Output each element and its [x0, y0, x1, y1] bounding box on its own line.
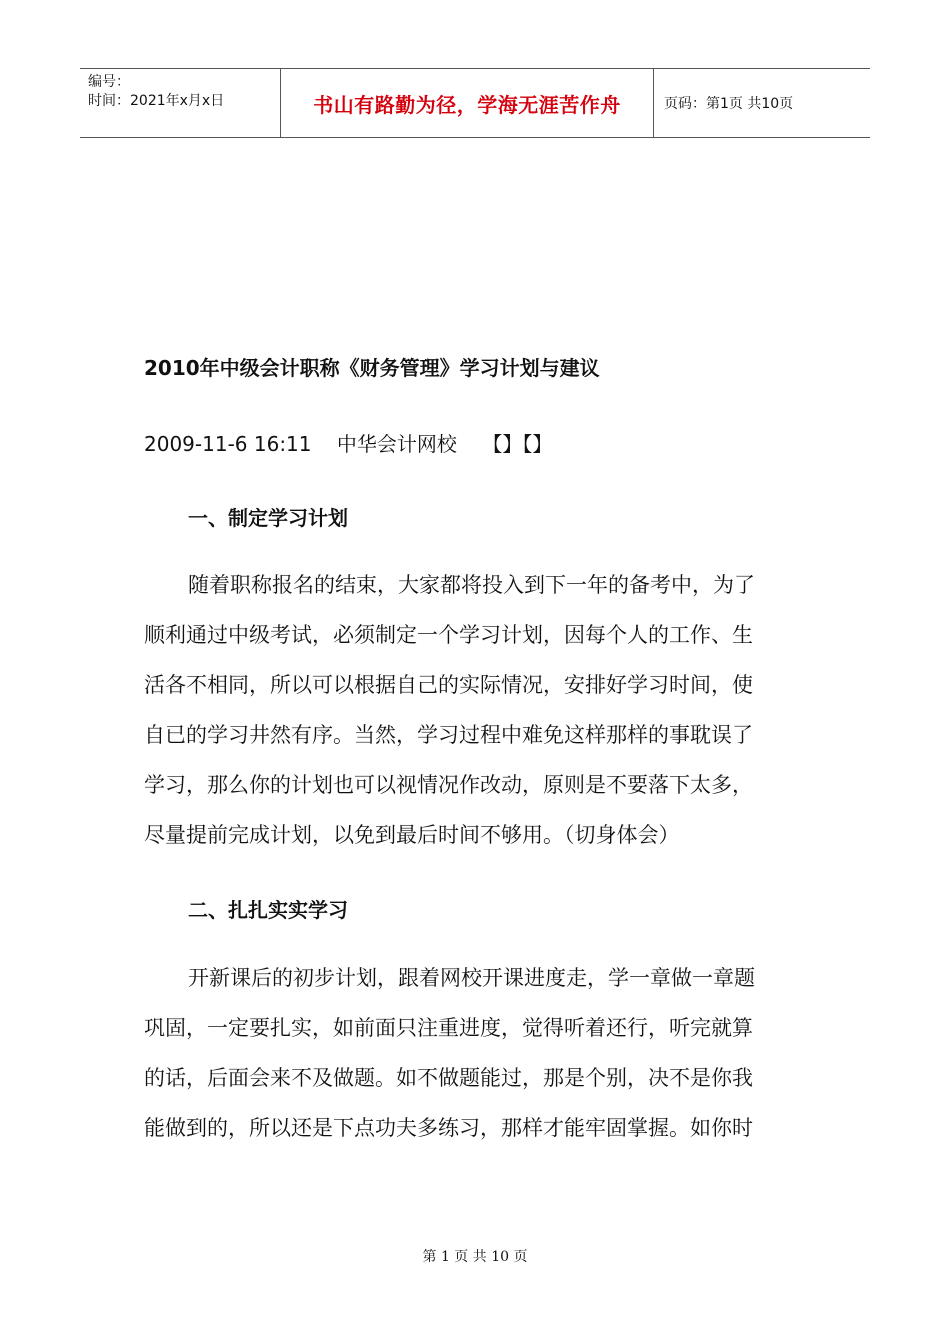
text-line: 巩固，一定要扎实，如前面只注重进度，觉得听着还行，听完就算: [144, 1016, 753, 1040]
page-footer: 第 1 页 共 10 页: [422, 1249, 528, 1265]
section-heading-plan: 一、制定学习计划: [188, 506, 348, 530]
motto-text: 书山有路勤为径，学海无涯苦作舟: [313, 92, 621, 117]
article-title: 2010年中级会计职称《财务管理》学习计划与建议: [144, 356, 600, 380]
header-page-cell: [654, 69, 870, 137]
section-body-plan: [144, 560, 810, 860]
page-info: 页码：第1页 共10页: [664, 96, 794, 112]
text-line: 活各不相同，所以可以根据自己的实际情况，安排好学习时间，使: [144, 673, 753, 697]
text-line: 自已的学习井然有序。当然，学习过程中难免这样那样的事耽误了: [144, 723, 753, 747]
number-label: 编号：: [88, 74, 130, 90]
section-heading-study: 二、扎扎实实学习: [188, 898, 348, 922]
text-line: 的话，后面会来不及做题。如不做题能过，那是个别，决不是你我: [144, 1066, 753, 1090]
text-line: 随着职称报名的结束，大家都将投入到下一年的备考中，为了: [188, 573, 755, 597]
text-line: 能做到的，所以还是下点功夫多练习，那样才能牢固掌握。如你时: [144, 1116, 753, 1140]
date-label: 时间：2021年x月x日: [88, 93, 225, 109]
header-id-cell: [80, 69, 281, 137]
text-line: 学习，那么你的计划也可以视情况作改动，原则是不要落下太多，: [144, 773, 753, 797]
article-meta: 2009-11-6 16:11 中华会计网校 【】【】: [144, 432, 553, 456]
text-line: 尽量提前完成计划，以免到最后时间不够用。（切身体会）: [144, 823, 680, 847]
section-body-study: [144, 953, 810, 1153]
text-line: 顺利通过中级考试，必须制定一个学习计划，因每个人的工作、生: [144, 623, 753, 647]
header-motto-cell: [281, 69, 654, 137]
document-header: [80, 68, 870, 138]
text-line: 开新课后的初步计划，跟着网校开课进度走，学一章做一章题: [188, 966, 755, 990]
